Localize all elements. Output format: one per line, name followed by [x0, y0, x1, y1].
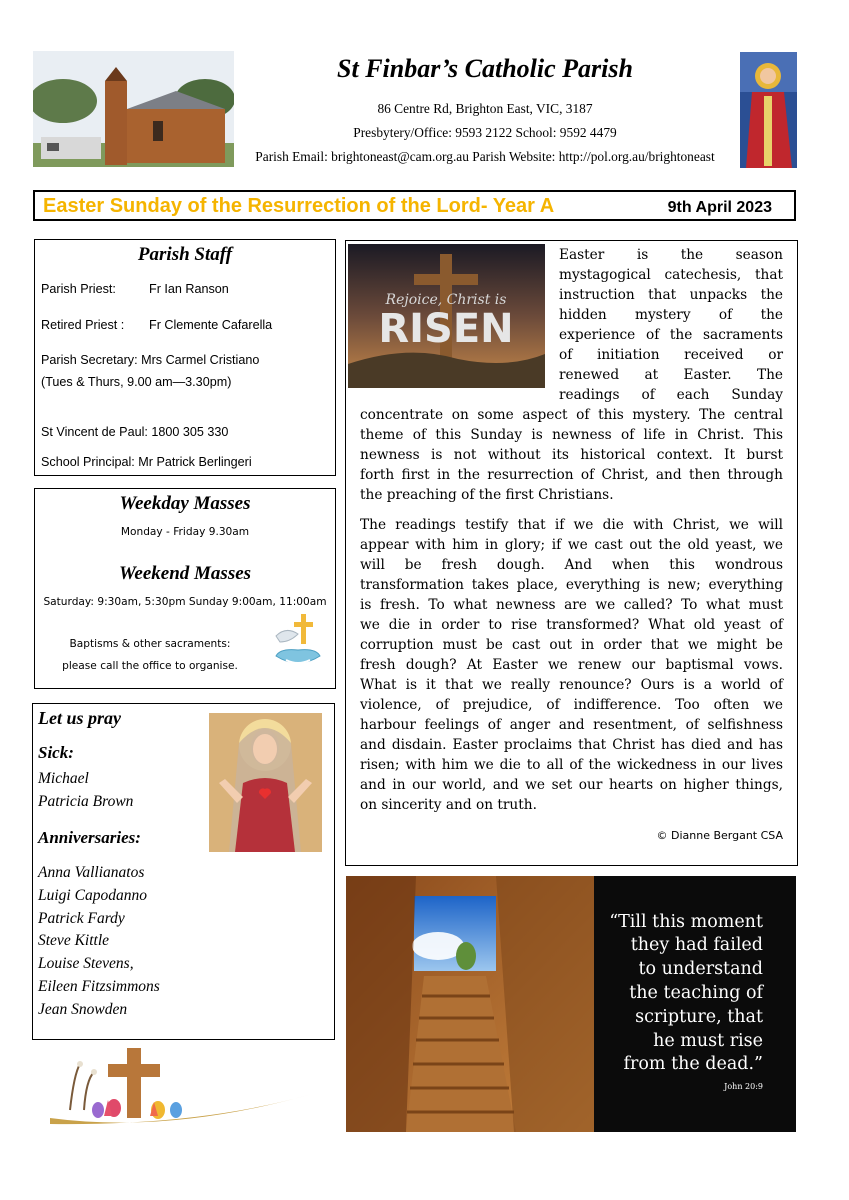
quote-line: the teaching of [629, 983, 763, 1003]
st-vincent-de-paul-phone: St Vincent de Paul: 1800 305 330 [41, 425, 229, 439]
empty-tomb-quote-image [346, 876, 796, 1132]
weekend-masses-heading: Weekend Masses [118, 563, 252, 584]
saint-stained-glass-image [740, 52, 797, 168]
reflection-box [345, 240, 798, 866]
reflection-line: mystagogical catechesis, that [559, 267, 783, 283]
liturgical-day-title: Easter Sunday of the Resurrection of the Lord- Year A [43, 195, 555, 217]
reflection-line: renewed at Easter. The [559, 367, 783, 383]
parish-staff-box [34, 239, 336, 476]
anniversary-name: Jean Snowden [38, 1001, 128, 1018]
quote-line: “Till this moment [609, 912, 763, 932]
anniversary-name: Anna Vallianatos [38, 864, 145, 881]
parish-phones: Presbytery/Office: 9593 2122 School: 9592 4479 [353, 125, 617, 140]
staff-row [41, 282, 229, 296]
reflection-line: instruction that unpacks the [559, 287, 783, 303]
reflection-line: concentrate on some aspect of this mystery. The central [360, 407, 783, 423]
reflection-line: forth first in the resurrection of Christ, and then through [360, 467, 783, 483]
quote-line: to understand [638, 959, 763, 979]
reflection-line: newness is not without its historical context. It burst [360, 447, 783, 463]
weekend-mass-times: Saturday: 9:30am, 5:30pm Sunday 9:00am, 11:00am [43, 596, 327, 608]
anniversary-name: Patrick Fardy [38, 910, 125, 927]
sick-name: Patricia Brown [38, 793, 134, 810]
anniversary-name: Luigi Capodanno [38, 887, 147, 904]
reflection-line: What is it that we really renounce? Ours is a world of [360, 677, 783, 693]
let-us-pray-heading: Let us pray [38, 708, 121, 728]
sick-heading: Sick: [38, 743, 74, 762]
risen-image-line1: Rejoice, Christ is [385, 292, 507, 308]
reflection-line: violence, of prejudice, of indifference. Too often we [360, 697, 783, 713]
parish-address: 86 Centre Rd, Brighton East, VIC, 3187 [377, 101, 593, 116]
staff-label: Parish Priest: [41, 282, 116, 296]
reflection-line: appear with him in glory; if we cast out the old yeast, we [360, 537, 783, 553]
quote-line: scripture, that [635, 1007, 763, 1027]
quote-line: they had failed [630, 935, 763, 955]
anniversary-name: Louise Stevens, [38, 955, 134, 972]
sick-name: Michael [38, 770, 89, 787]
title-banner [33, 190, 796, 221]
reflection-line: harbour feelings of anger and resentment, of selfishness [360, 717, 783, 733]
anniversaries-heading: Anniversaries: [38, 828, 141, 847]
quote-line: from the dead.” [623, 1054, 763, 1074]
quote-reference: John 20:9 [724, 1082, 763, 1091]
quote-line: he must rise [653, 1031, 763, 1051]
reflection-line: is fresh. To what newness are we called? To what must [360, 597, 783, 613]
anniversary-name: Steve Kittle [38, 932, 110, 949]
reflection-line: transformation takes place, everything is new; everything [360, 577, 783, 593]
reflection-line: readings of each Sunday [559, 387, 783, 403]
staff-label: Retired Priest : [41, 318, 125, 332]
reflection-line: of initiation received or [559, 347, 783, 363]
reflection-line: fresh dough? At Easter we renew our baptismal vows. [360, 657, 783, 673]
virgin-mary-image [209, 713, 322, 852]
reflection-line: experience of the sacraments [559, 327, 783, 343]
parish-name: St Finbar’s Catholic Parish [337, 54, 633, 83]
easter-cross-decoration [50, 1044, 312, 1134]
staff-value: Fr Clemente Cafarella [149, 318, 273, 332]
reflection-line: and in our world, and we set our hearts on higher things, [360, 777, 783, 793]
reflection-line: theme of this Sunday is newness of life in Christ. This [360, 427, 783, 443]
reflection-line: will be fresh dough. And when this wondrous [360, 557, 783, 573]
weekday-mass-times: Monday - Friday 9.30am [120, 526, 250, 538]
prayer-list-box [32, 703, 335, 1040]
weekday-masses-heading: Weekday Masses [119, 493, 251, 514]
risen-cross-image [348, 244, 545, 388]
dove-font-icon [270, 612, 326, 676]
parish-secretary: Parish Secretary: Mrs Carmel Cristiano [41, 353, 260, 367]
reflection-line: on sincerity and on truth. [360, 797, 537, 813]
reflection-credit: © Dianne Bergant CSA [656, 829, 783, 842]
bulletin-date: 9th April 2023 [667, 199, 772, 216]
church-photo [33, 51, 234, 167]
anniversary-name: Eileen Fitzsimmons [38, 978, 160, 995]
reflection-line: hidden mystery of the [559, 307, 783, 323]
reflection-line: and disdain. Easter proclaims that Christ has died and has [360, 737, 783, 753]
staff-value: Fr Ian Ranson [149, 282, 229, 296]
reflection-line: corruption must be cast out in order that we might be [360, 637, 783, 653]
reflection-line: The readings testify that if we die with Christ, we will [360, 517, 783, 533]
risen-image-line2: RISEN [378, 306, 514, 352]
reflection-line: risen; with him we die to all of the wickedness in our lives [360, 757, 783, 773]
parish-web-contacts: Parish Email: brightoneast@cam.org.au Parish Website: http://pol.org.au/brightoneast [255, 149, 715, 164]
sacraments-note: Baptisms & other sacraments: [69, 638, 231, 650]
reflection-line: the preaching of the first Christians. [360, 487, 614, 503]
school-principal: School Principal: Mr Patrick Berlingeri [41, 455, 252, 469]
reflection-line: we die in order to rise transformed? What old yeast of [360, 617, 783, 633]
parish-staff-heading: Parish Staff [137, 244, 233, 265]
sacraments-note-2: please call the office to organise. [62, 660, 238, 672]
reflection-line: Easter is the season [559, 247, 783, 263]
staff-row [41, 318, 273, 332]
secretary-hours: (Tues & Thurs, 9.00 am—3.30pm) [41, 375, 232, 389]
